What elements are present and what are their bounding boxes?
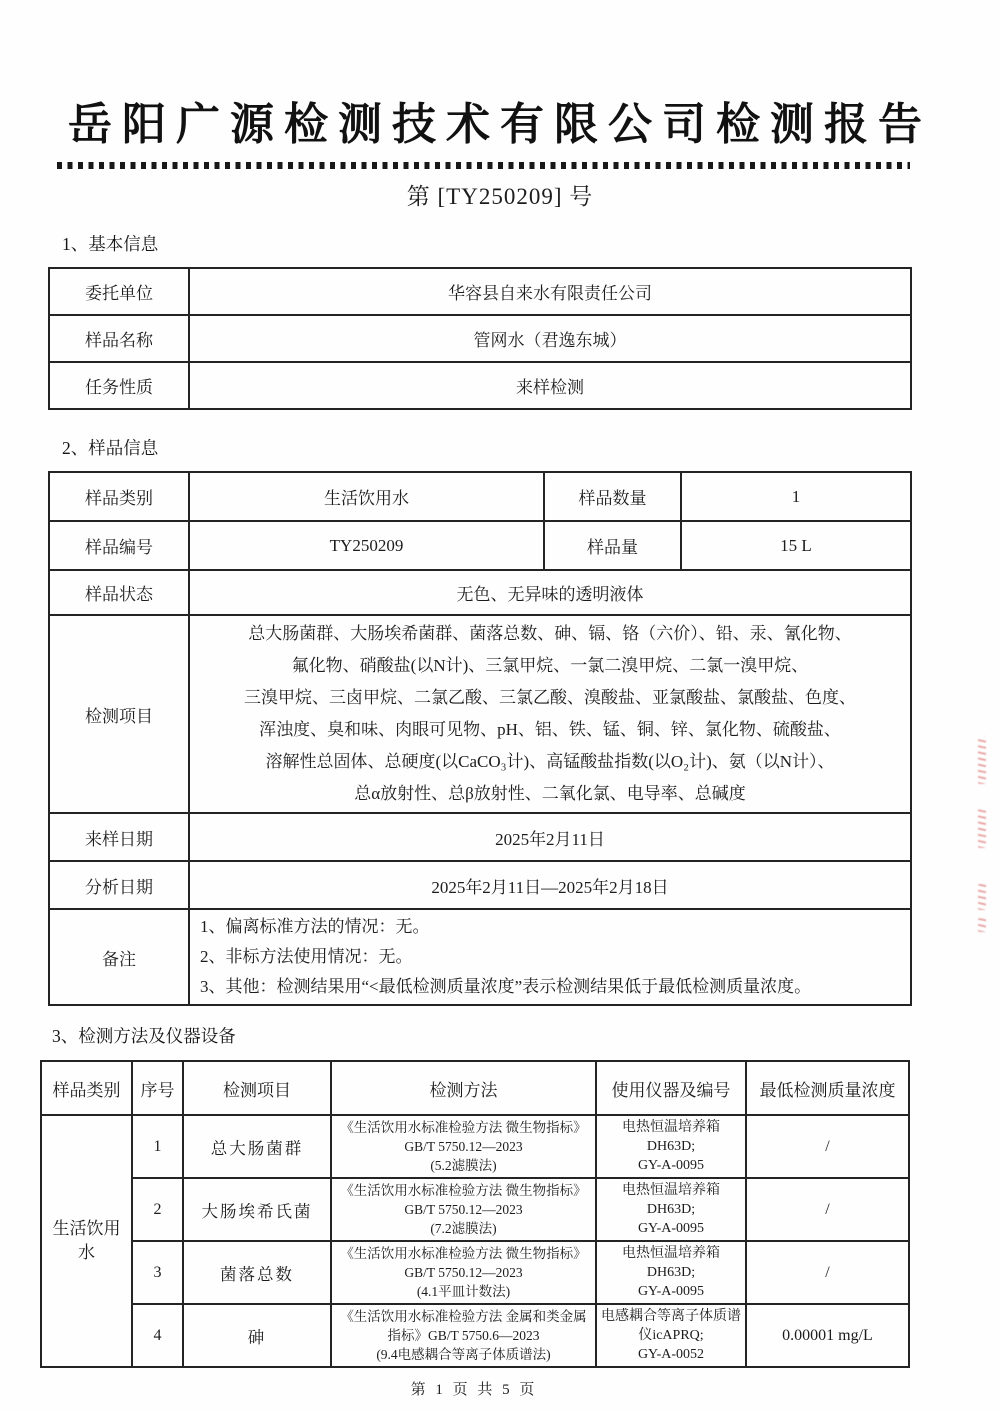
remark-line: 3、其他：检测结果用“<最低检测质量浓度”表示检测结果低于最低检测质量浓度。 bbox=[200, 977, 812, 996]
test-method bbox=[331, 1178, 596, 1241]
scan-artifact-red-mark bbox=[978, 918, 986, 932]
instrument bbox=[596, 1115, 746, 1178]
method-line: GB/T 5750.12—2023 bbox=[404, 1139, 523, 1154]
table-row bbox=[41, 1304, 909, 1367]
column-header: 样品类别 bbox=[41, 1061, 132, 1115]
test-items-line: 总α放射性、总β放射性、二氧化氯、电导率、总碱度 bbox=[354, 784, 746, 803]
instrument-line: GY-A-0052 bbox=[637, 1347, 705, 1362]
table-row bbox=[49, 472, 911, 521]
scan-artifact-red-mark bbox=[978, 808, 986, 848]
report-title: 岳阳广源检测技术有限公司检测报告 bbox=[68, 100, 932, 149]
row-label: 委托单位 bbox=[49, 268, 189, 315]
instrument-line: DH63D; bbox=[646, 1139, 696, 1154]
methods-table bbox=[40, 1060, 910, 1368]
column-header: 检测项目 bbox=[183, 1061, 331, 1115]
test-items-line: 总大肠菌群、大肠埃希菌群、菌落总数、砷、镉、铬（六价）、铅、汞、氰化物、 bbox=[248, 624, 852, 643]
row-label: 样品名称 bbox=[49, 315, 189, 362]
report-number: 第 [TY250209] 号 bbox=[406, 184, 594, 209]
instrument bbox=[596, 1241, 746, 1304]
instrument-line: GY-A-0095 bbox=[637, 1221, 705, 1236]
table-row bbox=[41, 1241, 909, 1304]
row-label: 来样日期 bbox=[49, 813, 189, 861]
row-value: 2025年2月11日 bbox=[189, 813, 911, 861]
method-line: (5.2滤膜法) bbox=[430, 1158, 497, 1173]
test-items-cell bbox=[189, 615, 911, 813]
test-items-line: 浑浊度、臭和味、肉眼可见物、pH、铝、铁、锰、铜、锌、氯化物、硫酸盐、 bbox=[259, 720, 841, 739]
row-value: 2025年2月11日—2025年2月18日 bbox=[189, 861, 911, 909]
instrument-line: 电热恒温培养箱 bbox=[622, 1183, 720, 1198]
detection-limit: / bbox=[746, 1178, 909, 1241]
instrument-line: 电热恒温培养箱 bbox=[622, 1246, 720, 1261]
method-line: 《生活饮用水标准检验方法 微生物指标》 bbox=[340, 1183, 587, 1198]
methods-header-row bbox=[41, 1061, 909, 1115]
row-value: 15 L bbox=[681, 521, 911, 570]
column-header: 序号 bbox=[132, 1061, 183, 1115]
row-label: 样品数量 bbox=[544, 472, 681, 521]
instrument-line: 电热恒温培养箱 bbox=[622, 1120, 720, 1135]
instrument-line: 仪icAPRQ; bbox=[638, 1328, 704, 1343]
detection-limit: / bbox=[746, 1115, 909, 1178]
sample-category-cell: 生活饮用水 bbox=[41, 1115, 132, 1367]
table-row bbox=[41, 1115, 909, 1178]
table-row-test-items bbox=[49, 615, 911, 813]
sample-info-table bbox=[48, 471, 912, 1006]
method-line: 《生活饮用水标准检验方法 金属和类金属 bbox=[340, 1309, 587, 1324]
test-items-line: 溶解性总固体、总硬度(以CaCO₃计)、高锰酸盐指数(以O₂计)、氨（以N计）、 bbox=[265, 752, 835, 771]
table-row-remark bbox=[49, 909, 911, 1005]
row-number: 3 bbox=[132, 1241, 183, 1304]
table-row bbox=[49, 315, 911, 362]
basic-info-table bbox=[48, 267, 912, 410]
row-label: 样品量 bbox=[544, 521, 681, 570]
section1-heading: 1、基本信息 bbox=[62, 234, 159, 254]
remark-line: 1、偏离标准方法的情况：无。 bbox=[200, 917, 430, 936]
test-items-line: 三溴甲烷、三卤甲烷、二氯乙酸、三氯乙酸、溴酸盐、亚氯酸盐、氯酸盐、色度、 bbox=[244, 688, 856, 707]
row-number: 4 bbox=[132, 1304, 183, 1367]
row-value: TY250209 bbox=[189, 521, 544, 570]
row-value: 管网水（君逸东城） bbox=[189, 315, 911, 362]
table-row bbox=[49, 362, 911, 409]
method-line: GB/T 5750.12—2023 bbox=[404, 1265, 523, 1280]
method-line: GB/T 5750.12—2023 bbox=[404, 1202, 523, 1217]
instrument bbox=[596, 1304, 746, 1367]
instrument-line: DH63D; bbox=[646, 1202, 696, 1217]
test-items-line: 氟化物、硝酸盐(以N计)、三氯甲烷、一氯二溴甲烷、二氯一溴甲烷、 bbox=[291, 656, 809, 675]
instrument-line: DH63D; bbox=[646, 1265, 696, 1280]
row-value: 华容县自来水有限责任公司 bbox=[189, 268, 911, 315]
method-line: 《生活饮用水标准检验方法 微生物指标》 bbox=[340, 1246, 587, 1261]
method-line: (7.2滤膜法) bbox=[430, 1221, 497, 1236]
column-header: 使用仪器及编号 bbox=[596, 1061, 746, 1115]
detection-limit: / bbox=[746, 1241, 909, 1304]
row-number: 1 bbox=[132, 1115, 183, 1178]
column-header: 最低检测质量浓度 bbox=[746, 1061, 909, 1115]
table-row bbox=[41, 1178, 909, 1241]
detection-limit: 0.00001 mg/L bbox=[746, 1304, 909, 1367]
method-line: (4.1平皿计数法) bbox=[416, 1284, 511, 1299]
table-row bbox=[49, 861, 911, 909]
remark-cell bbox=[189, 909, 911, 1005]
row-label: 备注 bbox=[49, 909, 189, 1005]
test-method bbox=[331, 1115, 596, 1178]
instrument bbox=[596, 1178, 746, 1241]
method-line: 指标》GB/T 5750.6—2023 bbox=[387, 1328, 540, 1343]
row-label: 样品编号 bbox=[49, 521, 189, 570]
section2-heading: 2、样品信息 bbox=[62, 438, 159, 458]
method-line: (9.4电感耦合等离子体质谱法) bbox=[376, 1347, 551, 1362]
row-value: 来样检测 bbox=[189, 362, 911, 409]
column-header: 检测方法 bbox=[331, 1061, 596, 1115]
test-method bbox=[331, 1304, 596, 1367]
row-value: 无色、无异味的透明液体 bbox=[189, 570, 911, 615]
row-label: 样品类别 bbox=[49, 472, 189, 521]
table-row bbox=[49, 813, 911, 861]
test-item: 总大肠菌群 bbox=[183, 1115, 331, 1178]
scan-artifact-red-mark bbox=[978, 736, 986, 784]
page-footer: 第 1 页 共 5 页 bbox=[410, 1382, 538, 1398]
test-item: 大肠埃希氏菌 bbox=[183, 1178, 331, 1241]
title-dotted-divider bbox=[57, 162, 910, 169]
instrument-line: GY-A-0095 bbox=[637, 1284, 705, 1299]
row-number: 2 bbox=[132, 1178, 183, 1241]
table-row bbox=[49, 570, 911, 615]
remark-line: 2、非标方法使用情况：无。 bbox=[200, 947, 413, 966]
row-value: 生活饮用水 bbox=[189, 472, 544, 521]
table-row bbox=[49, 521, 911, 570]
section3-heading: 3、检测方法及仪器设备 bbox=[52, 1026, 236, 1046]
test-item: 菌落总数 bbox=[183, 1241, 331, 1304]
test-method bbox=[331, 1241, 596, 1304]
scan-artifact-red-mark bbox=[978, 884, 986, 910]
instrument-line: GY-A-0095 bbox=[637, 1158, 705, 1173]
row-label: 分析日期 bbox=[49, 861, 189, 909]
row-label: 任务性质 bbox=[49, 362, 189, 409]
method-line: 《生活饮用水标准检验方法 微生物指标》 bbox=[340, 1120, 587, 1135]
row-label: 样品状态 bbox=[49, 570, 189, 615]
row-value: 1 bbox=[681, 472, 911, 521]
row-label: 检测项目 bbox=[49, 615, 189, 813]
table-row bbox=[49, 268, 911, 315]
instrument-line: 电感耦合等离子体质谱 bbox=[601, 1309, 741, 1324]
test-item: 砷 bbox=[183, 1304, 331, 1367]
